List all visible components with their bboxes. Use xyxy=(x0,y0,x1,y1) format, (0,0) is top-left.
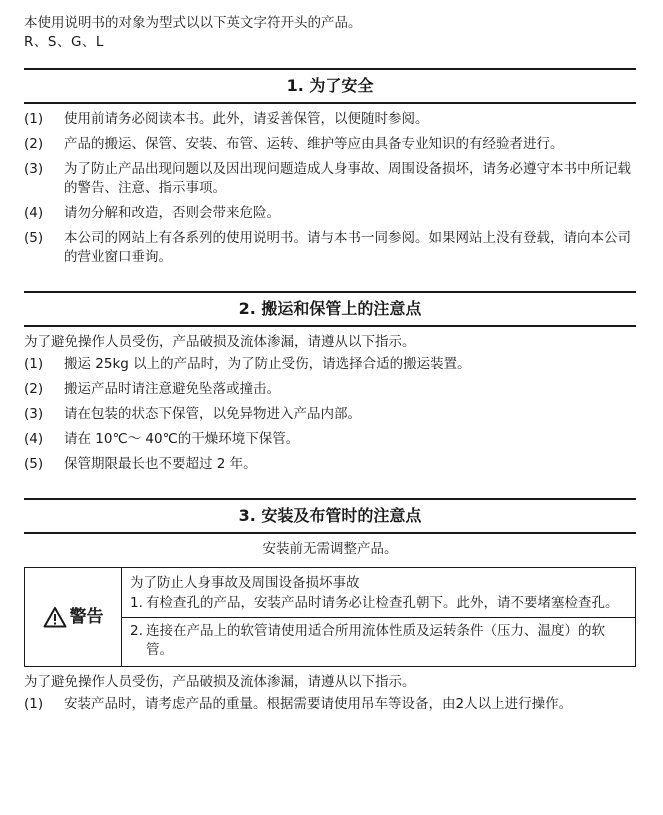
warning-title: 为了防止人身事故及周围设备损坏事故 xyxy=(130,575,360,591)
item-number: (5) xyxy=(24,456,44,472)
item-text: 安装产品时，请考虑产品的重量。根据需要请使用吊车等设备，由2人以上进行操作。 xyxy=(64,696,573,712)
item-text: 请在包装的状态下保管，以免异物进入产品内部。 xyxy=(64,406,361,422)
section-2-list xyxy=(24,355,636,474)
list-item xyxy=(24,380,636,399)
item-text: 连接在产品上的软管请使用适合所用流体性质及运转条件（压力、温度）的软管。 xyxy=(146,623,605,658)
list-item xyxy=(24,110,636,129)
list-item xyxy=(24,204,636,223)
section-1-heading: 1. 为了安全 xyxy=(24,68,636,104)
item-number: (3) xyxy=(24,406,44,422)
list-item xyxy=(24,160,636,198)
section-3-lead: 为了避免操作人员受伤，产品破损及流体渗漏，请遵从以下指示。 xyxy=(24,674,416,690)
warning-triangle-icon xyxy=(43,606,67,628)
item-text: 产品的搬运、保管、安装、布管、运转、维护等应由具备专业知识的有经验者进行。 xyxy=(64,136,564,152)
item-number: 2. xyxy=(130,623,143,639)
manual-page xyxy=(24,14,636,720)
warning-label-text: 警告 xyxy=(69,606,104,627)
item-number: (1) xyxy=(24,111,44,127)
section-2-heading: 2. 搬运和保管上的注意点 xyxy=(24,291,636,327)
item-text: 使用前请务必阅读本书。此外，请妥善保管，以便随时参阅。 xyxy=(64,111,429,127)
item-text: 有检查孔的产品，安装产品时请务必让检查孔朝下。此外，请不要堵塞检查孔。 xyxy=(146,595,619,611)
item-number: 1. xyxy=(130,595,143,611)
item-text: 搬运 25kg 以上的产品时，为了防止受伤，请选择合适的搬运装置。 xyxy=(64,356,471,372)
item-number: (2) xyxy=(24,381,44,397)
section-3-note: 安装前无需调整产品。 xyxy=(262,541,398,557)
list-item xyxy=(24,405,636,424)
warning-list xyxy=(130,594,627,613)
item-number: (4) xyxy=(24,431,44,447)
warning-label xyxy=(25,568,122,666)
section-2-lead: 为了避免操作人员受伤，产品破损及流体渗漏，请遵从以下指示。 xyxy=(24,334,416,350)
warning-item xyxy=(130,622,627,660)
warning-box xyxy=(24,567,636,667)
list-item xyxy=(24,430,636,449)
item-number: (4) xyxy=(24,205,44,221)
section-1-list xyxy=(24,110,636,267)
section-3-heading: 3. 安装及布管时的注意点 xyxy=(24,498,636,534)
item-text: 请勿分解和改造，否则会带来危险。 xyxy=(64,205,280,221)
item-number: (1) xyxy=(24,356,44,372)
list-item xyxy=(24,455,636,474)
warning-divider xyxy=(122,617,635,618)
item-number: (2) xyxy=(24,136,44,152)
item-text: 请在 10℃～ 40℃的干燥环境下保管。 xyxy=(64,431,300,447)
intro-text: 本使用说明书的对象为型式以以下英文字符开头的产品。 xyxy=(24,15,362,31)
section-3-list xyxy=(24,695,636,714)
item-number: (3) xyxy=(24,161,44,177)
list-item xyxy=(24,355,636,374)
item-text: 保管期限最长也不要超过 2 年。 xyxy=(64,456,257,472)
model-codes: R、S、G、L xyxy=(24,34,104,50)
item-text: 本公司的网站上有各系列的使用说明书。请与本书一同参阅。如果网站上没有登载，请向本公司的营业窗口垂询。 xyxy=(64,230,631,265)
list-item xyxy=(24,229,636,267)
item-text: 为了防止产品出现问题以及因出现问题造成人身事故、周围设备损坏，请务必遵守本书中所记载的警告、注意、指示事项。 xyxy=(64,161,631,196)
warning-list xyxy=(130,622,627,660)
list-item xyxy=(24,695,636,714)
warning-item xyxy=(130,594,627,613)
warning-content xyxy=(122,568,635,666)
item-text: 搬运产品时请注意避免坠落或撞击。 xyxy=(64,381,280,397)
item-number: (5) xyxy=(24,230,44,246)
list-item xyxy=(24,135,636,154)
item-number: (1) xyxy=(24,696,44,712)
